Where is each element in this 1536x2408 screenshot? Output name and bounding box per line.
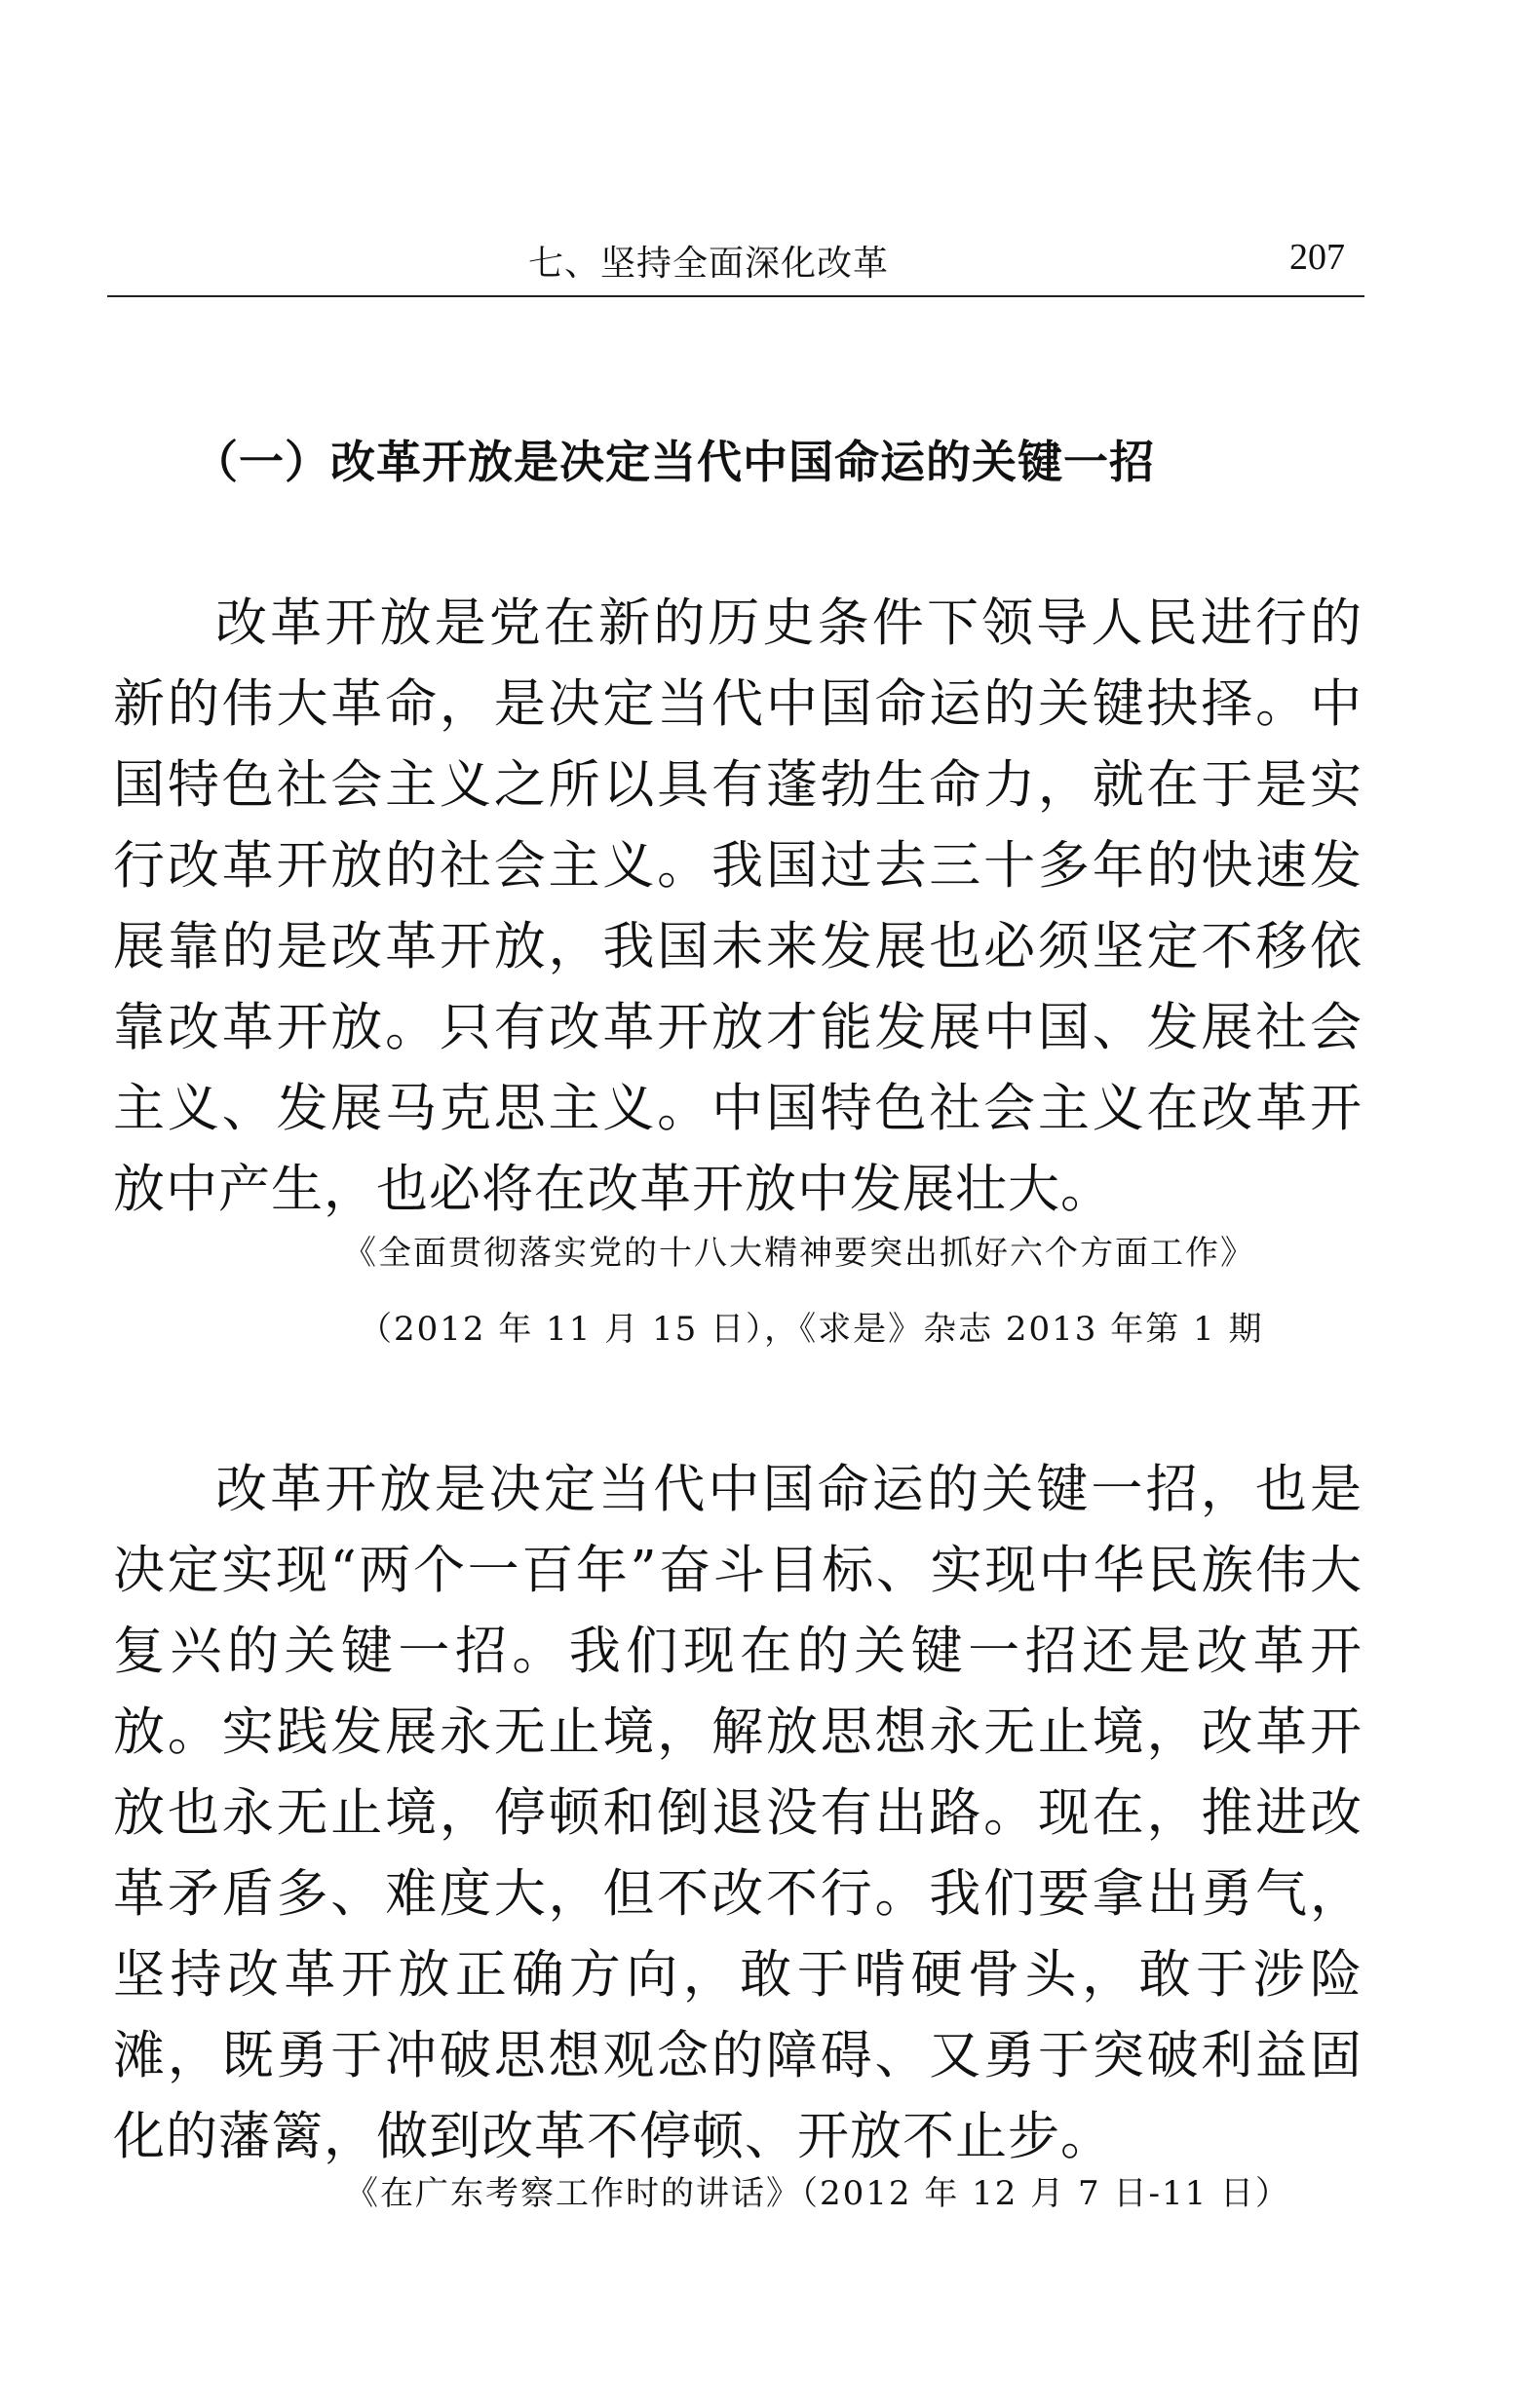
excerpt-2-body: 改革开放是决定当代中国命运的关键一招，也是决定实现“两个一百年”奋斗目标、实现中华民族伟大复兴的关键一招。我们现在的关键一招还是改革开放。实践发展永无止境，解放思想永无止境，改革开放也永无止境，停顿和倒退没有出路。现在，推进改革矛盾多、难度大，但不改不行。我们要拿出勇气，坚持改革开放正确方向，敢于啃硬骨头，敢于涉险滩，既勇于冲破思想观念的障碍、又勇于突破利益固化的藩篱，做到改革不停顿、开放不止步。 bbox=[113, 1460, 1363, 2166]
header-rule bbox=[107, 295, 1364, 297]
excerpt-2-source: 《在广东考察工作时的讲话》（2012 年 12 月 7 日-11 日） bbox=[345, 2174, 1291, 2213]
running-title: 七、坚持全面深化改革 bbox=[528, 244, 890, 284]
excerpt-1-source-date: （2012 年 11 月 15 日），《求是》杂志 2013 年第 1 期 bbox=[359, 1310, 1264, 1349]
excerpt-1-body: 改革开放是党在新的历史条件下领导人民进行的新的伟大革命，是决定当代中国命运的关键抉择。中国特色社会主义之所以具有蓬勃生命力，就在于是实行改革开放的社会主义。我国过去三十多年的快速发展靠的是改革开放，我国未来发展也必须坚定不移依靠改革开放。只有改革开放才能发展中国、发展社会主义、发展马克思主义。中国特色社会主义在改革开放中产生，也必将在改革开放中发展壮大。 bbox=[113, 593, 1363, 1219]
section-heading: （一）改革开放是决定当代中国命运的关键一招 bbox=[193, 436, 1155, 488]
running-head bbox=[107, 230, 1364, 288]
excerpt-1-source-title: 《全面贯彻落实党的十八大精神要突出抓好六个方面工作》 bbox=[343, 1234, 1255, 1273]
page-number: 207 bbox=[1289, 237, 1345, 278]
